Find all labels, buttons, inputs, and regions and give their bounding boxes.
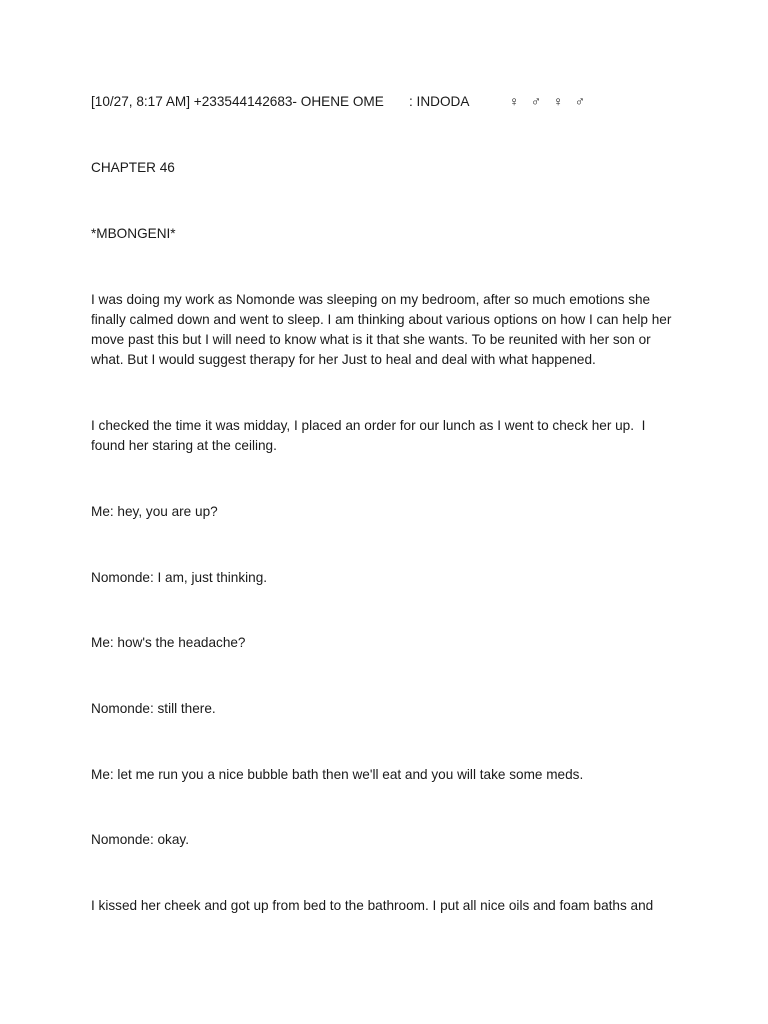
dialogue-line: Nomonde: okay. xyxy=(91,832,189,847)
paragraph-1: I was doing my work as Nomonde was sleeping on my bedroom, after so much emotions she finally calmed down and went to sleep. I am thinking about various options on how I can help her move past this but I will need to know what is it that she wants. To be reunited with her son or what. But I would suggest therapy for her Just to heal and deal with what happened. xyxy=(91,292,676,367)
chapter-title: CHAPTER 46 xyxy=(91,160,175,175)
dialogue-line: Me: let me run you a nice bubble bath then we'll eat and you will take some meds. xyxy=(91,767,584,782)
narrator-heading: *MBONGENI* xyxy=(91,226,176,241)
dialogue-line: Nomonde: still there. xyxy=(91,701,216,716)
message-tag: : INDODA xyxy=(409,94,470,109)
dialogue-line: Me: hey, you are up? xyxy=(91,504,218,519)
paragraph-last: I kissed her cheek and got up from bed to the bathroom. I put all nice oils and foam baths and xyxy=(91,898,654,913)
message-meta: [10/27, 8:17 AM] +233544142683- OHENE OME xyxy=(91,94,384,109)
dialogue-line: Nomonde: I am, just thinking. xyxy=(91,570,268,585)
dialogue-line: Me: how's the headache? xyxy=(91,635,246,650)
gender-symbols-icon: ♀︎ ♂ ♀︎ ♂ xyxy=(509,94,590,109)
paragraph-2: I checked the time it was midday, I placed an order for our lunch as I went to check her up. I found her staring at the ceiling. xyxy=(91,418,650,453)
